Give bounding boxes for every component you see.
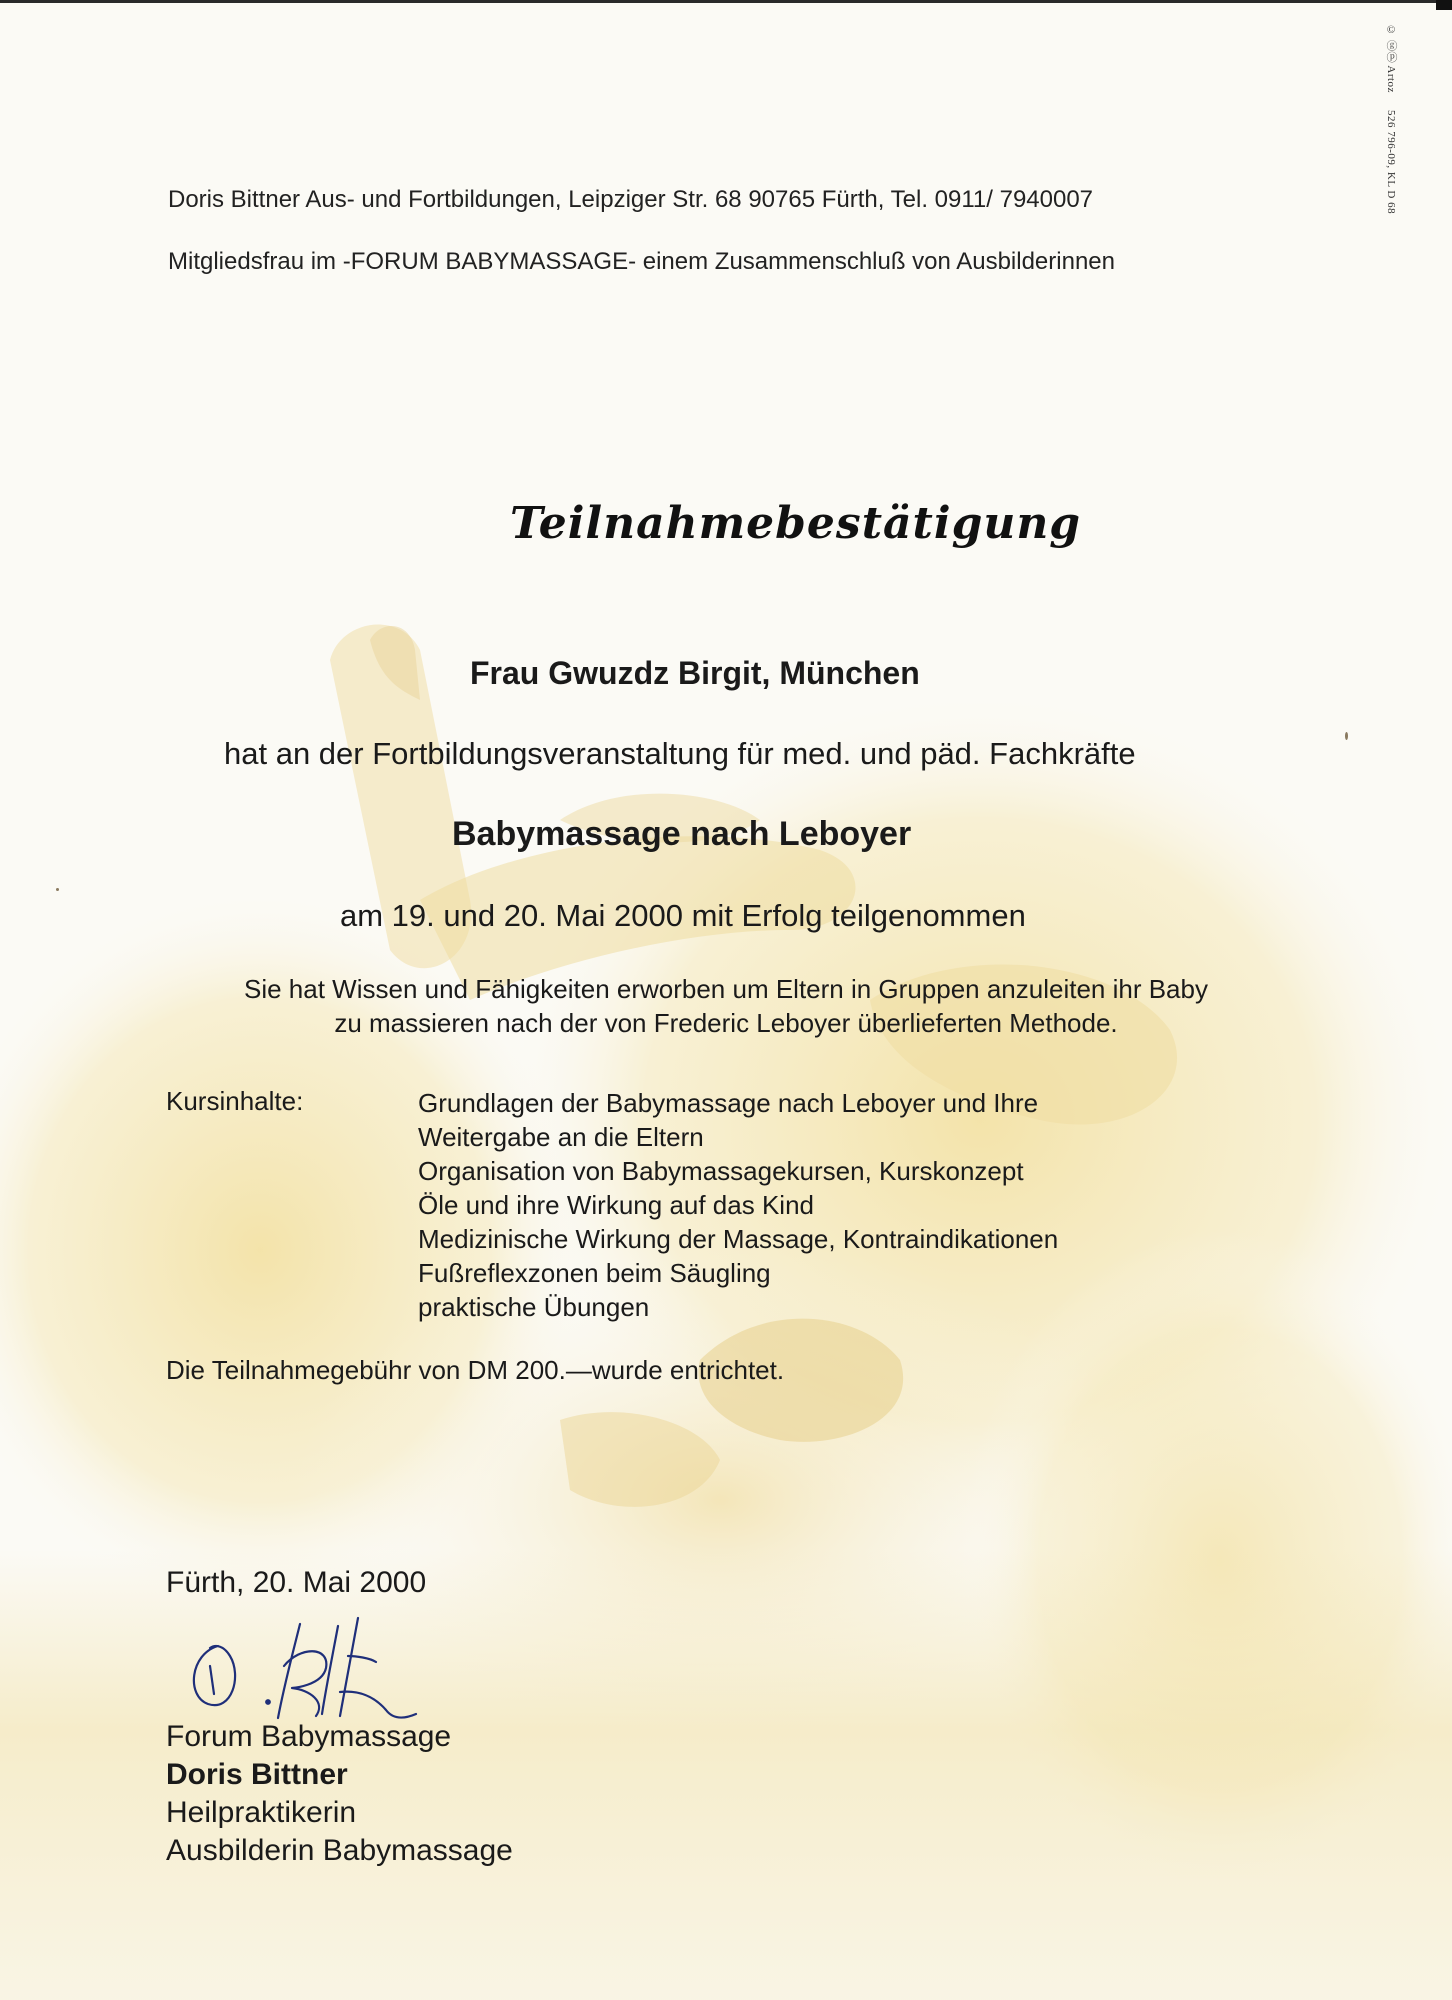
signatory-name: Doris Bittner xyxy=(166,1758,348,1791)
paper-imprint xyxy=(1383,24,1399,228)
contents-list xyxy=(418,1086,1058,1324)
dates-line: am 19. und 20. Mai 2000 mit Erfolg teilgenommen xyxy=(340,898,1026,933)
paper-brand: © ⓖⓟ Artoz xyxy=(1385,24,1397,93)
contents-item: Fußreflexzonen beim Säugling xyxy=(418,1258,771,1288)
letterhead-address: Doris Bittner Aus- und Fortbildungen, Leipziger Str. 68 90765 Fürth, Tel. 0911/ 7940007 xyxy=(168,186,1094,213)
skills-line-2: zu massieren nach der von Frederic Leboyer überlieferten Methode. xyxy=(334,1008,1118,1038)
contents-item: praktische Übungen xyxy=(418,1292,650,1322)
fee-line: Die Teilnahmegebühr von DM 200.—wurde entrichtet. xyxy=(166,1355,785,1385)
corner-mark xyxy=(1436,0,1452,10)
contents-label: Kursinhalte: xyxy=(166,1086,304,1116)
participation-intro: hat an der Fortbildungsveranstaltung für med. und päd. Fachkräfte xyxy=(224,736,1136,771)
place-date: Fürth, 20. Mai 2000 xyxy=(166,1566,427,1599)
signatory-org: Forum Babymassage xyxy=(166,1720,452,1753)
signatory-role-1: Heilpraktikerin xyxy=(166,1796,357,1829)
contents-item: Öle und ihre Wirkung auf das Kind xyxy=(418,1190,814,1220)
paper-speck xyxy=(1345,732,1348,740)
contents-item: Grundlagen der Babymassage nach Leboyer und Ihre xyxy=(418,1088,1039,1118)
signature xyxy=(180,1606,480,1736)
paper-code: 526 796-09, KL D 68 xyxy=(1385,110,1397,215)
paper-speck xyxy=(56,888,59,891)
contents-item: Organisation von Babymassagekursen, Kurskonzept xyxy=(418,1156,1024,1186)
course-name: Babymassage nach Leboyer xyxy=(452,815,912,853)
skills-line-1: Sie hat Wissen und Fähigkeiten erworben um Eltern in Gruppen anzuleiten ihr Baby xyxy=(244,974,1208,1004)
letterhead-membership: Mitgliedsfrau im -FORUM BABYMASSAGE- einem Zusammenschluß von Ausbilderinnen xyxy=(168,248,1115,275)
recipient-name: Frau Gwuzdz Birgit, München xyxy=(470,655,920,691)
certificate-title: Teilnahmebestätigung xyxy=(510,498,1082,549)
signatory-block xyxy=(166,1718,513,1870)
signatory-role-2: Ausbilderin Babymassage xyxy=(166,1834,513,1867)
contents-item: Medizinische Wirkung der Massage, Kontraindikationen xyxy=(418,1224,1059,1254)
top-edge-rule xyxy=(0,0,1452,3)
contents-item: Weitergabe an die Eltern xyxy=(418,1122,704,1152)
